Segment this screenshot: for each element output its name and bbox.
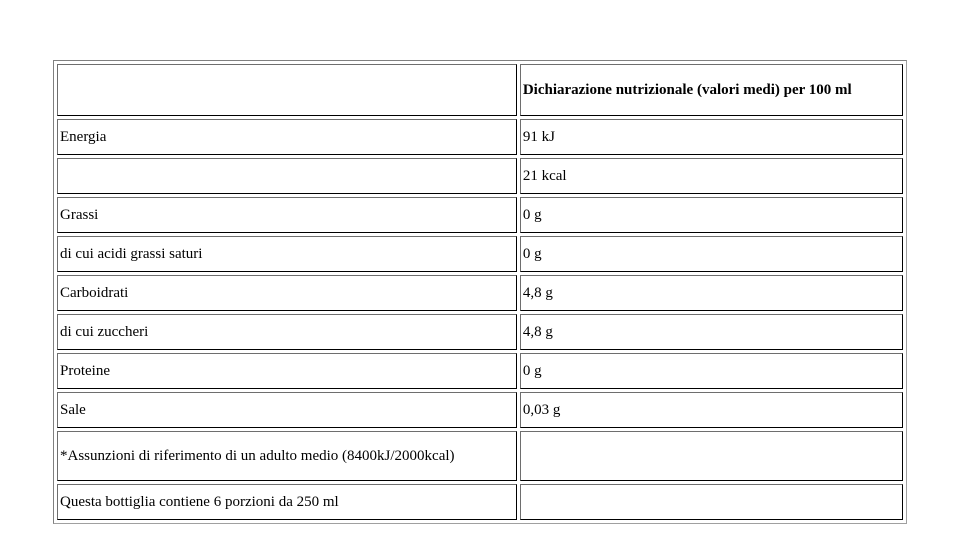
row-label-empty xyxy=(57,158,517,194)
row-value-carboidrati: 4,8 g xyxy=(520,275,903,311)
row-label-proteine: Proteine xyxy=(57,353,517,389)
table-row xyxy=(57,236,903,272)
row-value-sale: 0,03 g xyxy=(520,392,903,428)
row-value-energia-kj: 91 kJ xyxy=(520,119,903,155)
table-row xyxy=(57,484,903,520)
header-value-cell: Dichiarazione nutrizionale (valori medi) per 100 ml xyxy=(520,64,903,116)
row-value-grassi: 0 g xyxy=(520,197,903,233)
row-label-energia: Energia xyxy=(57,119,517,155)
row-value-energia-kcal: 21 kcal xyxy=(520,158,903,194)
row-label-grassi: Grassi xyxy=(57,197,517,233)
row-label-sale: Sale xyxy=(57,392,517,428)
row-value-assunzioni-riferimento xyxy=(520,431,903,481)
table-header-row xyxy=(57,64,903,116)
nutrition-table xyxy=(53,60,907,524)
table-row xyxy=(57,275,903,311)
row-label-acidi-grassi-saturi: di cui acidi grassi saturi xyxy=(57,236,517,272)
row-label-porzioni: Questa bottiglia contiene 6 porzioni da 250 ml xyxy=(57,484,517,520)
row-value-zuccheri: 4,8 g xyxy=(520,314,903,350)
table-row xyxy=(57,431,903,481)
table-row xyxy=(57,314,903,350)
row-value-porzioni xyxy=(520,484,903,520)
table-row xyxy=(57,197,903,233)
header-label-cell xyxy=(57,64,517,116)
row-value-acidi-grassi-saturi: 0 g xyxy=(520,236,903,272)
table-row xyxy=(57,158,903,194)
row-label-assunzioni-riferimento: *Assunzioni di riferimento di un adulto medio (8400kJ/2000kcal) xyxy=(57,431,517,481)
table-row xyxy=(57,119,903,155)
table-row xyxy=(57,353,903,389)
row-label-carboidrati: Carboidrati xyxy=(57,275,517,311)
table-row xyxy=(57,392,903,428)
row-value-proteine: 0 g xyxy=(520,353,903,389)
row-label-zuccheri: di cui zuccheri xyxy=(57,314,517,350)
